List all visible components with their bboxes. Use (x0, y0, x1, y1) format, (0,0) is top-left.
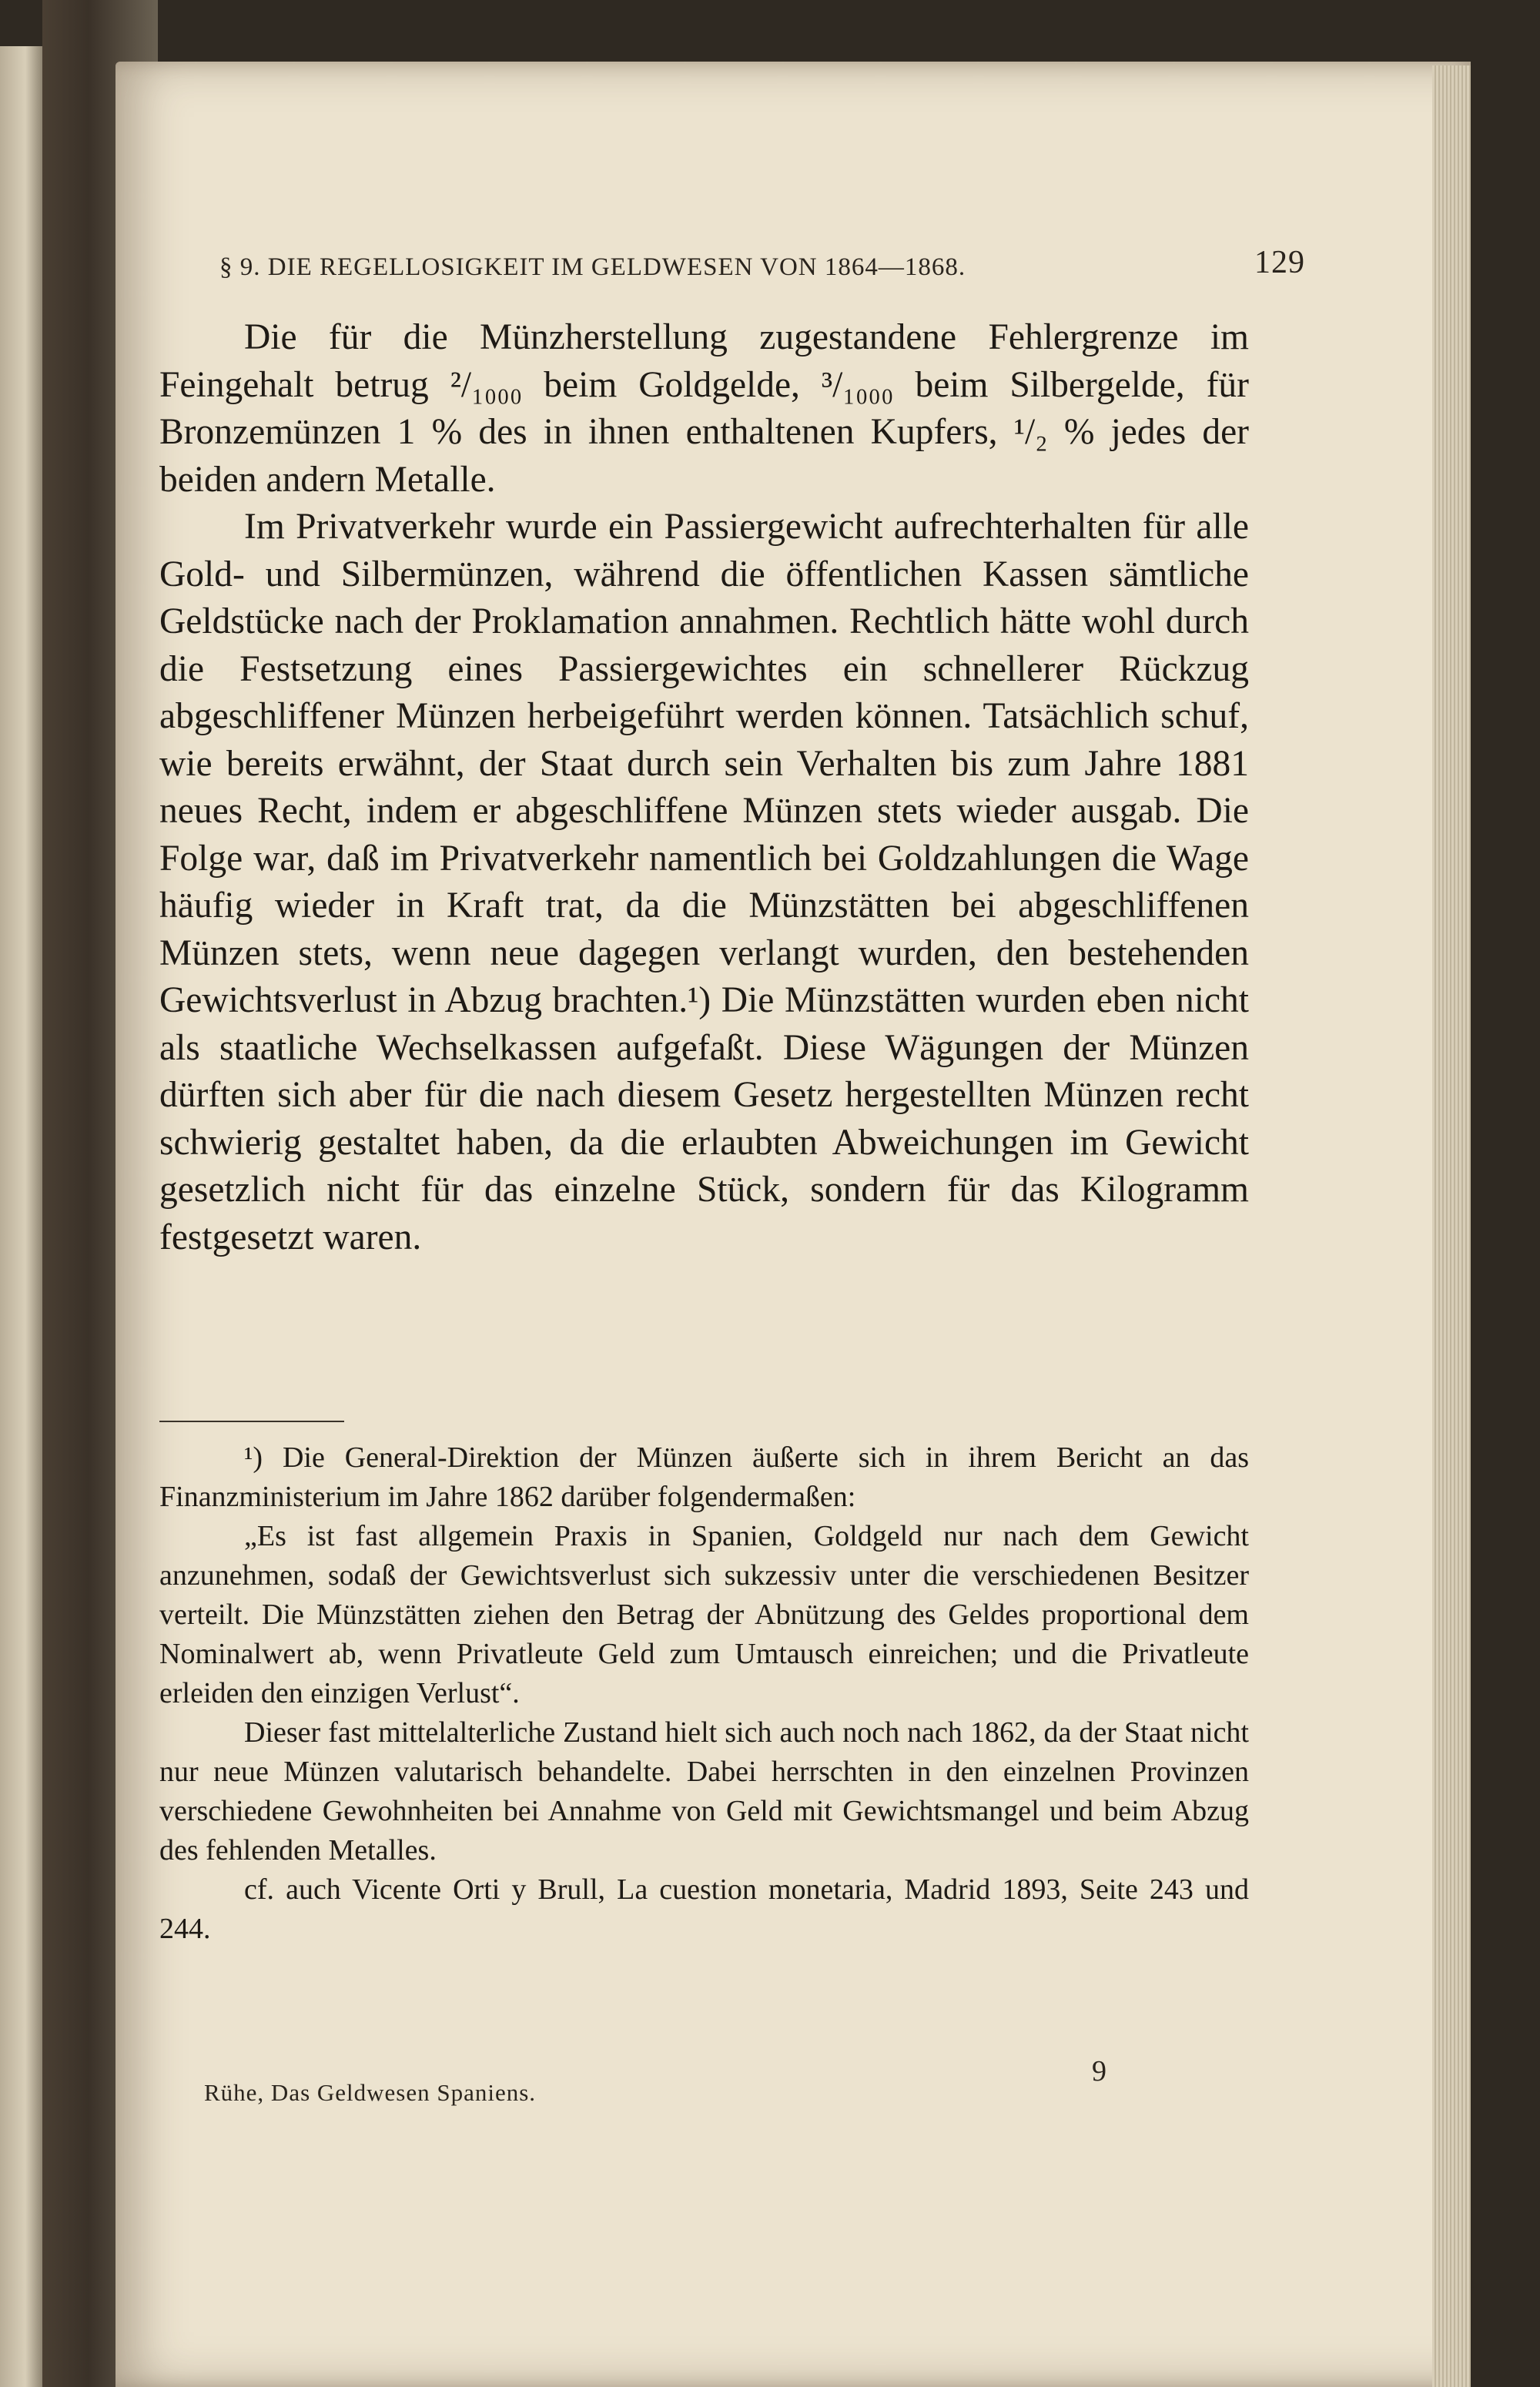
footnote-divider (159, 1421, 344, 1422)
left-page-edge (0, 46, 42, 2387)
signature-number: 9 (1092, 2055, 1106, 2087)
footnote-paragraph: cf. auch Vicente Orti y Brull, La cuestion monetaria, Madrid 1893, Seite 243 und 244. (159, 1873, 1249, 1945)
body-paragraph: Im Privatverkehr wurde ein Passiergewicht aufrechterhalten für alle Gold- und Silbermünzen, während die öffentlichen Kassen sämtliche Geldstücke nach der Proklamation annahmen. Rechtlich hätte wohl durch die Festsetzung eines Passiergewichtes ein schnellerer Rückzug abgeschliffener Münzen herbeigeführt werden können. Tatsächlich schuf, wie bereits erwähnt, der Staat durch sein Verhalten bis zum Jahre 1881 neues Recht, indem er abgeschliffene Münzen stets wieder ausgab. Die Folge war, daß im Privatverkehr namentlich bei Goldzahlungen die Wage häufig wieder in Kraft trat, da die Münzstätten bei abgeschliffenen Münzen stets, wenn neue dagegen verlangt wurden, den bestehenden Gewichtsverlust in Abzug brachten.¹) Die Münzstätten wurden eben nicht als staatliche Wechselkassen aufgefaßt. Diese Wägungen der Münzen dürften sich aber für die nach diesem Gesetz hergestellten Münzen recht schwierig gestaltet haben, da die erlaubten Abweichungen im Gewicht gesetzlich nicht für das einzelne Stück, sondern für das Kilogramm festgesetzt waren. (159, 507, 1249, 1257)
page-stack-edge (1432, 65, 1471, 2387)
running-title: § 9. DIE REGELLOSIGKEIT IM GELDWESEN VON 1864—1868. (219, 253, 966, 281)
footnote-paragraph: ¹) Die General-Direktion der Münzen äußerte sich in ihrem Bericht an das Finanzministerium im Jahre 1862 darüber folgendermaßen: (159, 1441, 1249, 1513)
page-number: 129 (1254, 245, 1305, 280)
footnote-paragraph: Dieser fast mittelalterliche Zustand hielt sich auch noch nach 1862, da der Staat nicht nur neue Münzen valutarisch behandelte. Dabei herrschten in den einzelnen Provinzen verschiedene Gewohnheiten bei Annahme von Geld mit Gewichtsmangel und beim Abzug des fehlenden Metalles. (159, 1716, 1249, 1866)
body-paragraph: Die für die Münzherstellung zugestandene Fehlergrenze im Feingehalt betrug ²/₁₀₀₀ beim Goldgelde, ³/₁₀₀₀ beim Silbergelde, für Bronzemünzen 1 % des in ihnen enthaltenen Kupfers, ¹/₂ % jedes der beiden andern Metalle. (159, 317, 1249, 500)
main-text (159, 314, 1249, 1261)
footnote (159, 1438, 1249, 1949)
signature-line: Rühe, Das Geldwesen Spaniens. (204, 2079, 537, 2106)
footnote-paragraph: „Es ist fast allgemein Praxis in Spanien, Goldgeld nur nach dem Gewicht anzunehmen, sodaß der Gewichtsverlust sich sukzessiv unter die verschiedenen Besitzer verteilt. Die Münzstätten ziehen den Betrag der Abnützung des Geldes proportional dem Nominalwert ab, wenn Privatleute Geld zum Umtausch einreichen; und die Privatleute erleiden den einzigen Verlust“. (159, 1520, 1249, 1709)
